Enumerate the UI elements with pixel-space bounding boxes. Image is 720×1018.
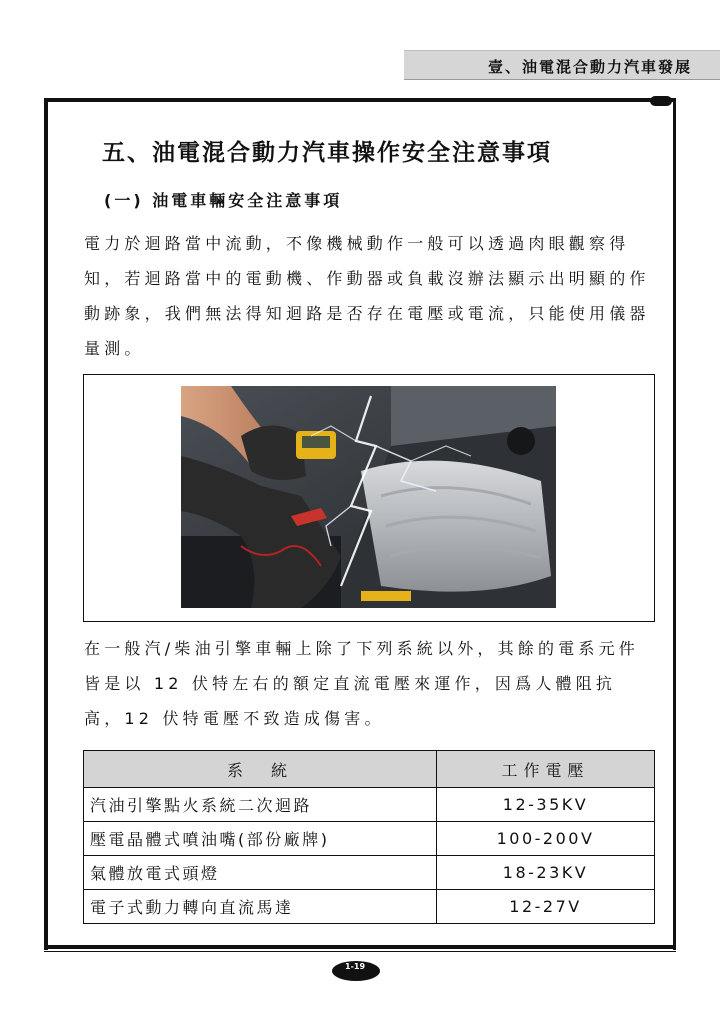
- sub-title: (一) 油電車輛安全注意事項: [104, 191, 343, 210]
- row-system: 汽油引擎點火系統二次迴路: [84, 788, 437, 822]
- voltage-table: [83, 750, 655, 924]
- top-rule: [44, 98, 676, 102]
- bottom-rule-thin: [44, 951, 676, 952]
- header-system: 系 統: [84, 751, 437, 788]
- row-system: 壓電晶體式噴油嘴(部份廠牌): [84, 822, 437, 856]
- row-voltage: 18-23KV: [437, 856, 655, 890]
- table-row: [84, 822, 655, 856]
- row-voltage: 100-200V: [437, 822, 655, 856]
- row-voltage: 12-35KV: [437, 788, 655, 822]
- bottom-rule: [44, 945, 676, 949]
- row-system: 電子式動力轉向直流馬達: [84, 890, 437, 924]
- left-rule: [44, 98, 48, 950]
- header-voltage: 工作電壓: [437, 751, 655, 788]
- table-row: [84, 788, 655, 822]
- table-header-row: [84, 751, 655, 788]
- chapter-tab: [404, 50, 720, 80]
- row-system: 氣體放電式頭燈: [84, 856, 437, 890]
- paragraph-2: 在一般汽/柴油引擎車輛上除了下列系統以外，其餘的電系元件皆是以 12 伏特左右的額定直流電壓來運作，因爲人體阻抗高，12 伏特電壓不致造成傷害。: [84, 639, 639, 728]
- table-row: [84, 856, 655, 890]
- right-rule: [673, 98, 676, 950]
- section-title: 五、油電混合動力汽車操作安全注意事項: [102, 140, 552, 166]
- row-voltage: 12-27V: [437, 890, 655, 924]
- page-number: 1-19: [345, 962, 366, 971]
- table-row: [84, 890, 655, 924]
- engine-bay-multimeter-photo: [181, 386, 556, 608]
- paragraph-1: 電力於迴路當中流動，不像機械動作一般可以透過肉眼觀察得知，若迴路當中的電動機、作動器或負載沒辦法顯示出明顯的作動跡象，我們無法得知迴路是否存在電壓或電流，只能使用儀器量測。: [84, 234, 650, 358]
- chapter-title: 壹、油電混合動力汽車發展: [487, 58, 692, 76]
- publisher-logo-icon: [650, 96, 672, 106]
- photo-frame: [83, 374, 655, 622]
